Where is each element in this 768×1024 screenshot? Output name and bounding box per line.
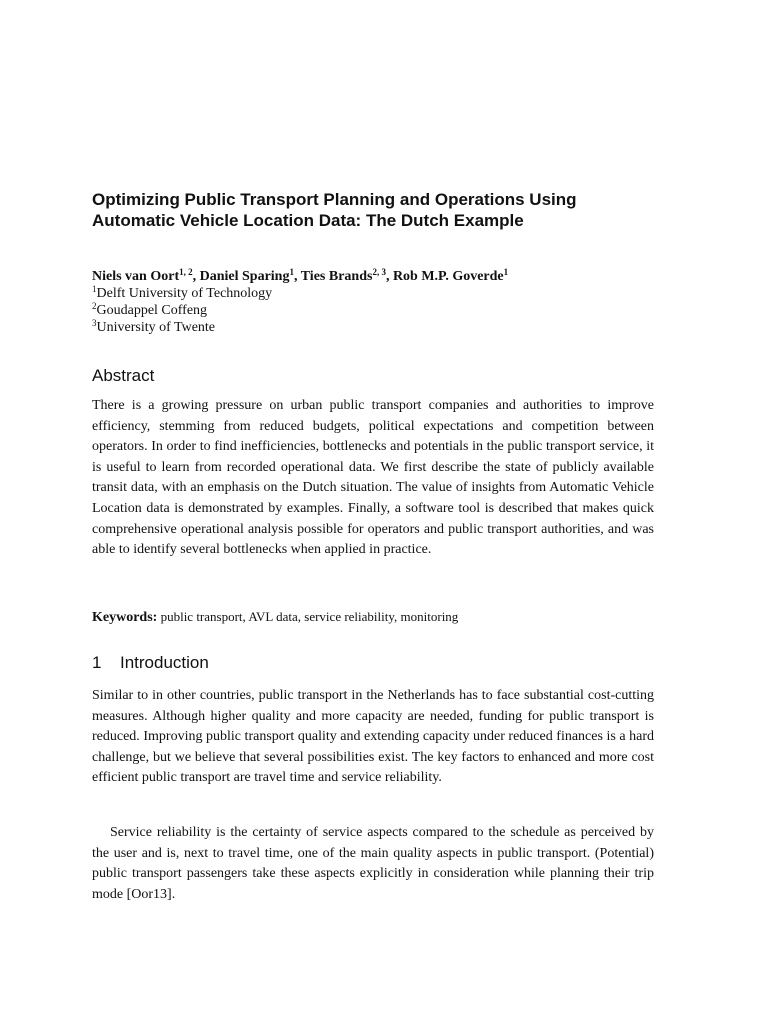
- author-affiliation-marker: 1, 2: [179, 267, 193, 277]
- affiliation-name: Delft University of Technology: [96, 286, 273, 301]
- affiliation-number: 2: [92, 301, 97, 311]
- introduction-paragraph: Service reliability is the certainty of service aspects compared to the schedule as perceived by the user and is, next to travel time, one of the main quality aspects in public transport. (Potential) public transport passengers take these aspects explicitly in consideration while planning their trip mode [Oor13].: [92, 825, 654, 902]
- affiliation-name: Goudappel Coffeng: [96, 303, 208, 318]
- section-number: 1: [92, 653, 102, 672]
- author-separator: ,: [385, 269, 393, 284]
- affiliation-name: University of Twente: [96, 320, 216, 335]
- introduction-heading: [92, 653, 209, 673]
- author-separator: ,: [293, 269, 301, 284]
- keywords: [92, 608, 458, 627]
- author-name: Niels van Oort: [92, 269, 180, 284]
- affiliation-list: [92, 285, 272, 336]
- author-affiliation-marker: 2, 3: [372, 267, 386, 277]
- keywords-label: Keywords:: [92, 610, 158, 625]
- author-name: Ties Brands: [300, 269, 373, 284]
- author-separator: ,: [192, 269, 200, 284]
- section-title: Introduction: [120, 653, 209, 672]
- abstract-text: There is a growing pressure on urban public transport companies and authorities to improve efficiency, stemming from reduced budgets, political expectations and competition between operators. In order to find inefficiencies, bottlenecks and potentials in the public transport service, it is useful to learn from recorded operational data. We first describe the state of publicly available transit data, with an emphasis on the Dutch situation. The value of insights from Automatic Vehicle Location data is demonstrated by examples. Finally, a software tool is described that makes quick comprehensive operational analysis possible for operators and public transport authorities, and was able to identify several bottlenecks when applied in practice.: [92, 398, 654, 558]
- introduction-paragraph: Similar to in other countries, public transport in the Netherlands has to face substantial cost-cutting measures. Although higher quality and more capacity are needed, funding for public transport is reduced. Improving public transport quality and extending capacity under reduced finances is a hard challenge, but we believe that several possibilities exist. The key factors to enhanced and more cost efficient public transport are travel time and service reliability.: [92, 688, 654, 786]
- paper-title: Optimizing Public Transport Planning and Operations Using Automatic Vehicle Location Data: The Dutch Example: [92, 190, 577, 230]
- author-affiliation-marker: 1: [503, 267, 509, 277]
- affiliation-item: [92, 302, 272, 319]
- author-name: Daniel Sparing: [199, 269, 290, 284]
- author-list: [92, 268, 508, 286]
- keywords-text: public transport, AVL data, service reliability, monitoring: [157, 609, 459, 624]
- abstract-heading: Abstract: [92, 366, 155, 385]
- affiliation-item: [92, 285, 272, 302]
- affiliation-number: 1: [92, 284, 97, 294]
- author-name: Rob M.P. Goverde: [392, 269, 504, 284]
- author-affiliation-marker: 1: [289, 267, 294, 277]
- affiliation-item: [92, 319, 272, 336]
- affiliation-number: 3: [92, 318, 97, 328]
